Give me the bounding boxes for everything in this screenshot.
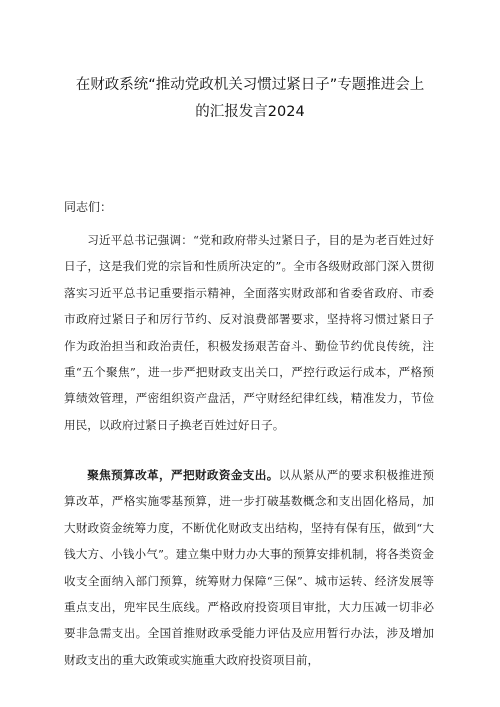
paragraph-2-lead: 聚焦预算改革，严把财政资金支出。 bbox=[87, 468, 279, 482]
paragraph-2-body: 以从紧从严的要求积极推进预算改革，严格实施零基预算，进一步打破基数概念和支出固化格局，加大财政资金统筹力度，不断优化财政支出结构，坚持有保有压，做到“大钱大方、小钱小气”。建立集中财力办大事的预算安排机制，将各类资金收支全面纳入部门预算，统筹财力保障“三保”、城市运转、经济发展等重点支出，兜牢民生底线。严格政府投资项目审批，大力压减一切非必要非急需支出。全国首推财政承受能力评估及应用暂行办法，涉及增加财政支出的重大政策或实施重大政府投资项目前， bbox=[64, 468, 434, 667]
greeting: 同志们： bbox=[64, 200, 113, 214]
document-title-line2: 的汇报发言2024 bbox=[195, 104, 305, 120]
paragraph-2 bbox=[64, 462, 434, 673]
paragraph-1: 习近平总书记强调：“党和政府带头过紧日子，目的是为老百姓过好日子，这是我们党的宗旨和性质所决定的”。全市各级财政部门深入贯彻落实习近平总书记重要指示精神，全面落实财政部和省委省政府、市委市政府过紧日子和厉行节约、反对浪费部署要求，坚持将习惯过紧日子作为政治担当和政治责任，积极发扬艰苦奋斗、勤俭节约优良传统，注重“五个聚焦”，进一步严把财政支出关口，严控行政运行成本，严格预算绩效管理，严密组织资产盘活，严守财经纪律红线，精准发力，节俭用民，以政府过紧日子换老百姓过好日子。 bbox=[64, 233, 434, 432]
document-title-line1: 在财政系统“推动党政机关习惯过紧日子”专题推进会上 bbox=[75, 77, 425, 93]
